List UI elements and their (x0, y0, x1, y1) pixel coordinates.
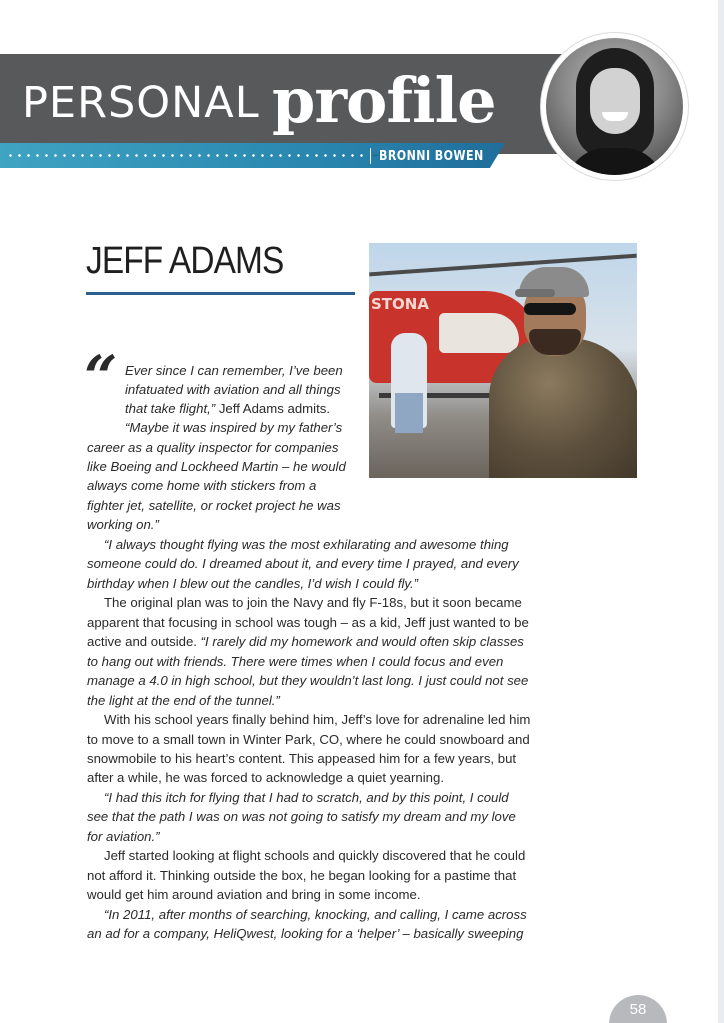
article-line (87, 671, 528, 690)
article-line (87, 554, 519, 573)
italic-text: see that the path I was on was not going to satisfy my dream and my love (87, 809, 516, 824)
heading-underline (86, 292, 355, 295)
article-line (125, 361, 343, 380)
article-line (87, 730, 530, 749)
body-text: With his school years finally behind him, Jeff’s love for adrenaline led him (104, 712, 531, 727)
article-line (104, 788, 509, 807)
article-line (87, 515, 159, 534)
author-name: BRONNI BOWEN (378, 148, 484, 164)
italic-text: an ad for a company, HeliQwest, looking for a ‘helper’ – basically sweeping (87, 926, 524, 941)
article-line (87, 574, 418, 593)
quote-mark-icon: “ (84, 343, 118, 411)
arrow-right-icon (370, 148, 371, 164)
body-text: would get him around aviation and bring in some income. (87, 887, 421, 902)
article-line (87, 749, 516, 768)
body-text: Jeff started looking at flight schools and quickly discovered that he could (104, 848, 526, 863)
italic-text: Ever since I can remember, I’ve been (125, 363, 343, 378)
article-line (87, 885, 421, 904)
article-line (87, 476, 316, 495)
author-avatar (541, 33, 688, 180)
author-credit (370, 145, 502, 167)
article-line (87, 457, 346, 476)
body-text: after a while, he was forced to acknowledge a quiet yearning. (87, 770, 445, 785)
article-name-heading: JEFF ADAMS (86, 240, 284, 282)
italic-text: career as a quality inspector for companies (87, 440, 339, 455)
article-line (87, 652, 503, 671)
article-line (87, 827, 160, 846)
body-text: active and outside. (87, 634, 201, 649)
article-line (125, 399, 330, 418)
italic-text: infatuated with aviation and all things (125, 382, 341, 397)
italic-text: always come home with stickers from a (87, 478, 317, 493)
body-text: snowmobile to his heart’s content. This appeased him for a few years, but (87, 751, 517, 766)
italic-text: someone could do. I dreamed about it, and every time I prayed, and every (87, 556, 519, 571)
italic-text: “I always thought flying was the most exhilarating and awesome thing (104, 537, 509, 552)
page-edge (718, 0, 724, 1023)
italic-text: like Boeing and Lockheed Martin – he would (87, 459, 346, 474)
header-title-personal: PERSONAL (22, 78, 260, 128)
article-line (87, 924, 523, 943)
article-line (104, 710, 530, 729)
article-line (87, 691, 280, 710)
article-line (104, 905, 527, 924)
article-line (87, 613, 529, 632)
article-line (87, 768, 444, 787)
avatar-photo (546, 38, 683, 175)
article-line (87, 807, 516, 826)
body-text: apparent that focusing in school was tough – as a kid, Jeff just wanted to be (87, 615, 529, 630)
italic-text: “Maybe it was inspired by my father’s (125, 420, 343, 435)
article-line (87, 866, 516, 885)
italic-text: fighter jet, satellite, or rocket project he was (87, 498, 341, 513)
body-text: not afford it. Thinking outside the box, he began looking for a pastime that (87, 868, 517, 883)
article-line (104, 535, 509, 554)
italic-text: “I had this itch for flying that I had to scratch, and by this point, I could (104, 790, 509, 805)
italic-text: birthday when I blew out the candles, I’d wish I could fly.” (87, 576, 419, 591)
italic-text: that take flight,” (125, 401, 216, 416)
body-text: to move to a small town in Winter Park, CO, where he could snowboard and (87, 732, 530, 747)
article-line (125, 380, 341, 399)
italic-text: “I rarely did my homework and would often skip classes (200, 634, 524, 649)
article-line (87, 632, 524, 651)
article-line (87, 496, 341, 515)
dotted-divider (6, 154, 364, 157)
header-title-profile: profile (272, 64, 496, 137)
body-text: The original plan was to join the Navy and fly F-18s, but it soon became (104, 595, 522, 610)
article-photo (369, 243, 637, 478)
article-line (125, 418, 342, 437)
article-line (104, 593, 522, 612)
article-line (104, 846, 525, 865)
italic-text: to hang out with friends. There were times when I could focus and even (87, 654, 504, 669)
italic-text: “In 2011, after months of searching, knocking, and calling, I came across (104, 907, 527, 922)
page-number: 58 (629, 1001, 647, 1018)
body-text: Jeff Adams admits. (215, 401, 331, 416)
helicopter-lettering: STONA (371, 295, 429, 313)
italic-text: working on.” (87, 517, 159, 532)
italic-text: the light at the end of the tunnel.” (87, 693, 280, 708)
italic-text: for aviation.” (87, 829, 160, 844)
article-line (87, 438, 338, 457)
italic-text: manage a 4.0 in high school, but they wouldn’t last long. I just could not see (87, 673, 529, 688)
